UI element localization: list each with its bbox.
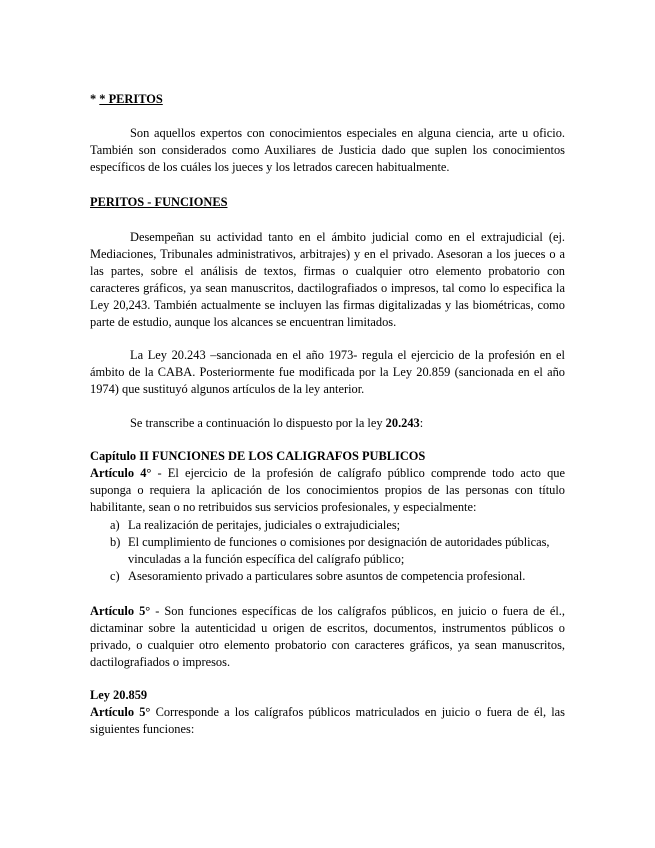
capitulo-heading: Capítulo II FUNCIONES DE LOS CALIGRAFOS PUBLICOS (90, 449, 426, 463)
peritos-paragraph: Son aquellos expertos con conocimientos especiales en alguna ciencia, arte u oficio. También son considerados como Auxiliares de Justicia dado que suplen los conocimientos específicos de los cuáles los jueces y los letrados carecen habitualmente. (90, 126, 565, 174)
ley-20859-articulo-5-label: Artículo 5° (90, 705, 151, 719)
articulo-4 (90, 465, 565, 516)
funciones-heading: PERITOS - FUNCIONES (90, 195, 228, 209)
ley-20859-articulo-5-text: Corresponde a los calígrafos públicos matriculados en juicio o fuera de él, las siguientes funciones: (90, 705, 565, 736)
articulo-5 (90, 603, 565, 671)
transcribe-line: Se transcribe a continuación lo dispuesto por la ley 20.243: (130, 416, 424, 430)
peritos-heading: * * PERITOS (90, 92, 163, 106)
articulo-5-text: - Son funciones específicas de los calígrafos públicos, en juicio o fuera de él., dictaminar sobre la autenticidad u origen de escritos, documentos, instrumentos públicos o privado, o cualquier otro elemento probatorio con caracteres gráficos, ya sean manuscritos, dactilografiados o impresos. (90, 604, 565, 669)
ley-20859-heading: Ley 20.859 (90, 688, 148, 702)
articulo-4-list (90, 517, 565, 585)
list-item: b) El cumplimiento de funciones o comisiones por designación de autoridades públicas, vinculadas a la función específica del calígrafo público; (110, 535, 550, 566)
funciones-paragraph-2: La Ley 20.243 –sancionada en el año 1973- regula el ejercicio de la profesión en el ámbito de la CABA. Posteriormente fue modificada por la Ley 20.859 (sancionada en el año 1974) que sustituyó algunos artículos de la ley anterior. (90, 348, 565, 396)
list-item: a) La realización de peritajes, judiciales o extrajudiciales; (110, 518, 401, 532)
transcribe-law: 20.243 (385, 416, 420, 430)
articulo-4-text: - El ejercicio de la profesión de calígrafo público comprende todo acto que suponga o requiera la aplicación de los conocimientos propios de las personas con título habilitante, sean o no retribuidos sus servicios profesionales, y especialmente: (90, 466, 566, 514)
ley-20859-articulo-5 (90, 704, 565, 738)
funciones-paragraph-1: Desempeñan su actividad tanto en el ámbito judicial como en el extrajudicial (ej. Mediaciones, Tribunales administrativos, arbitrajes) y en el privado. Asesoran a los jueces o a las partes, sobre el análisis de textos, firmas o cualquier otro elemento probatorio con caracteres gráficos, ya sean manuscritos, dactilografiados o impresos, tal como lo especifica la Ley 20,243. También actualmente se incluyen las firmas digitalizadas y las biométricas, como parte de estudio, aunque los alcances se encuentran limitados. (90, 230, 565, 329)
articulo-5-label: Artículo 5° (90, 604, 151, 618)
list-item: c) Asesoramiento privado a particulares sobre asuntos de competencia profesional. (110, 569, 526, 583)
transcribe-text: Se transcribe a continuación lo dispuesto por la ley (130, 416, 386, 430)
peritos-heading-text: * PERITOS (99, 92, 163, 106)
articulo-4-label: Artículo 4° (90, 466, 152, 480)
